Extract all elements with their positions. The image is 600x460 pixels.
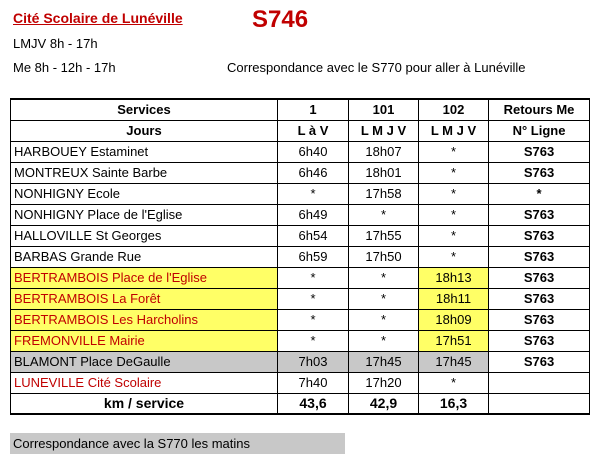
service-102-cell: * <box>419 204 489 225</box>
return-line-cell: S763 <box>489 204 590 225</box>
service-1-cell: 6h54 <box>278 225 349 246</box>
stop-name-cell: NONHIGNY Place de l'Eglise <box>11 204 278 225</box>
stop-name-cell: FREMONVILLE Mairie <box>11 330 278 351</box>
service-101-cell: * <box>349 204 419 225</box>
header-cell: L M J V <box>349 120 419 141</box>
service-102-cell: * <box>419 225 489 246</box>
return-line-cell <box>489 372 590 393</box>
return-line-cell: S763 <box>489 162 590 183</box>
service-1-cell: * <box>278 183 349 204</box>
return-line-cell: S763 <box>489 141 590 162</box>
table-row <box>11 141 590 162</box>
table-row <box>11 225 590 246</box>
service-102-cell: * <box>419 141 489 162</box>
stop-name-cell: HARBOUEY Estaminet <box>11 141 278 162</box>
service-101-cell: 17h50 <box>349 246 419 267</box>
return-line-cell: S763 <box>489 267 590 288</box>
service-102-cell: * <box>419 183 489 204</box>
stop-name-cell: BERTRAMBOIS La Forêt <box>11 288 278 309</box>
service-102-cell: 18h11 <box>419 288 489 309</box>
header-cell: Jours <box>11 120 278 141</box>
service-101-cell: 17h58 <box>349 183 419 204</box>
header-cell: L M J V <box>419 120 489 141</box>
hours-line-2: Me 8h - 12h - 17h <box>13 60 116 75</box>
stop-name-cell: NONHIGNY Ecole <box>11 183 278 204</box>
header-cell: 102 <box>419 99 489 120</box>
return-line-cell: S763 <box>489 246 590 267</box>
stop-name-cell: MONTREUX Sainte Barbe <box>11 162 278 183</box>
service-1-cell: * <box>278 330 349 351</box>
service-102-cell: 18h13 <box>419 267 489 288</box>
header-row-days <box>11 120 590 141</box>
header-cell: Services <box>11 99 278 120</box>
stop-name-cell: BERTRAMBOIS Les Harcholins <box>11 309 278 330</box>
km-row <box>11 393 590 414</box>
table-row <box>11 183 590 204</box>
service-102-cell: 17h51 <box>419 330 489 351</box>
school-title: Cité Scolaire de Lunéville <box>13 10 183 26</box>
service-1-cell: 7h03 <box>278 351 349 372</box>
header-cell: N° Ligne <box>489 120 590 141</box>
service-1-cell: * <box>278 309 349 330</box>
stop-name-cell: LUNEVILLE Cité Scolaire <box>11 372 278 393</box>
service-102-cell: * <box>419 162 489 183</box>
km-cell: km / service <box>11 393 278 414</box>
service-101-cell: * <box>349 309 419 330</box>
stop-name-cell: HALLOVILLE St Georges <box>11 225 278 246</box>
timetable <box>10 98 590 415</box>
service-101-cell: * <box>349 330 419 351</box>
service-102-cell: 17h45 <box>419 351 489 372</box>
stop-name-cell: BLAMONT Place DeGaulle <box>11 351 278 372</box>
service-102-cell: 18h09 <box>419 309 489 330</box>
correspondence-note: Correspondance avec le S770 pour aller à Lunéville <box>227 60 526 75</box>
stop-name-cell: BARBAS Grande Rue <box>11 246 278 267</box>
service-1-cell: 6h46 <box>278 162 349 183</box>
service-101-cell: 17h45 <box>349 351 419 372</box>
table-row <box>11 330 590 351</box>
header-cell: 1 <box>278 99 349 120</box>
service-101-cell: 18h01 <box>349 162 419 183</box>
service-1-cell: 6h40 <box>278 141 349 162</box>
table-row <box>11 288 590 309</box>
table-row <box>11 267 590 288</box>
header-cell: L à V <box>278 120 349 141</box>
service-1-cell: 6h59 <box>278 246 349 267</box>
return-line-cell: S763 <box>489 288 590 309</box>
service-102-cell: * <box>419 372 489 393</box>
service-102-cell: * <box>419 246 489 267</box>
header-row-services <box>11 99 590 120</box>
return-line-cell: S763 <box>489 309 590 330</box>
km-cell: 42,9 <box>349 393 419 414</box>
header-cell: 101 <box>349 99 419 120</box>
stop-name-cell: BERTRAMBOIS Place de l'Eglise <box>11 267 278 288</box>
hours-line-1: LMJV 8h - 17h <box>13 36 98 51</box>
return-line-cell: * <box>489 183 590 204</box>
service-101-cell: * <box>349 288 419 309</box>
service-1-cell: 7h40 <box>278 372 349 393</box>
return-line-cell: S763 <box>489 351 590 372</box>
km-cell <box>489 393 590 414</box>
table-row <box>11 246 590 267</box>
km-cell: 16,3 <box>419 393 489 414</box>
service-101-cell: 17h55 <box>349 225 419 246</box>
table-row <box>11 204 590 225</box>
km-cell: 43,6 <box>278 393 349 414</box>
return-line-cell: S763 <box>489 225 590 246</box>
footer-note: Correspondance avec la S770 les matins <box>10 433 345 454</box>
service-101-cell: 18h07 <box>349 141 419 162</box>
line-code: S746 <box>252 6 309 33</box>
header-cell: Retours Me <box>489 99 590 120</box>
service-1-cell: * <box>278 267 349 288</box>
service-1-cell: 6h49 <box>278 204 349 225</box>
return-line-cell: S763 <box>489 330 590 351</box>
service-101-cell: 17h20 <box>349 372 419 393</box>
table-row <box>11 162 590 183</box>
table-row <box>11 351 590 372</box>
service-1-cell: * <box>278 288 349 309</box>
table-row <box>11 309 590 330</box>
table-row <box>11 372 590 393</box>
service-101-cell: * <box>349 267 419 288</box>
